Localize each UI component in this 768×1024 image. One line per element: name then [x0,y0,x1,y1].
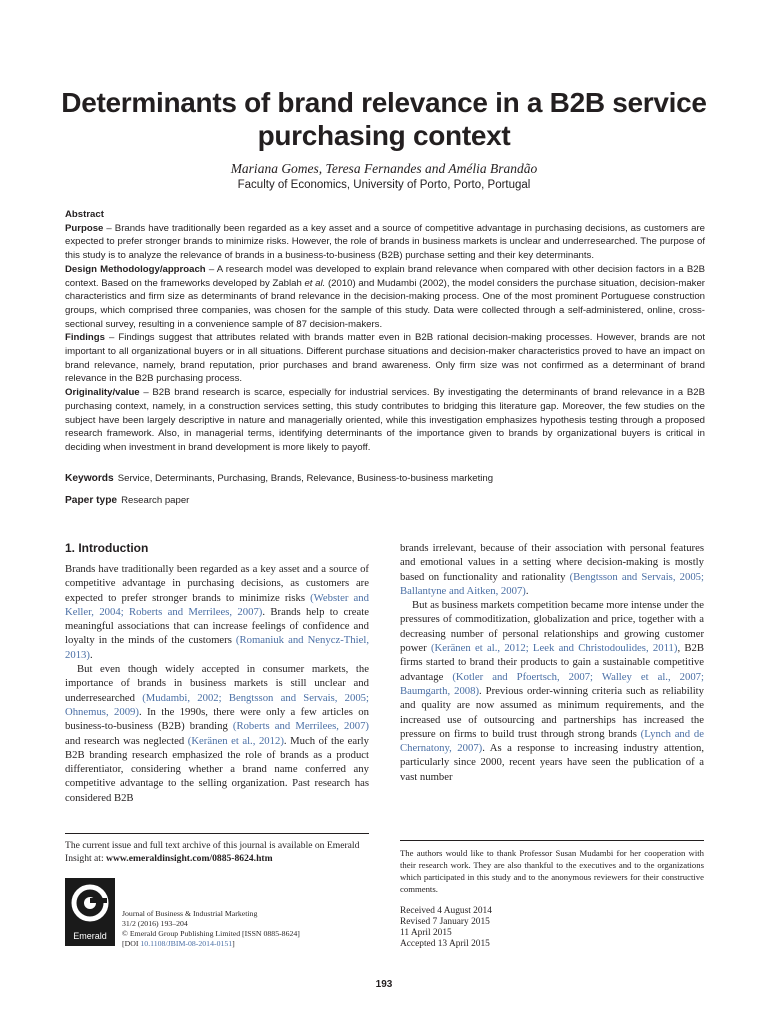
citation-link[interactable]: (Lynch and de Chernatony, 2007) [400,727,704,755]
journal-info [122,909,372,949]
citation-link[interactable]: (Roberts and Merrilees, 2007) [232,720,369,733]
emerald-logo [65,878,115,946]
paper-type-label: Paper type [65,495,118,506]
abstract [65,208,705,455]
abstract-originality [65,386,705,455]
journal-name: Journal of Business & Industrial Marketing [122,909,258,918]
body-text: . [525,584,529,597]
intro-column-right [400,541,704,784]
originality-text: – B2B brand research is scarce, especially for industrial services. By investigating the determinants of brand relevance in a B2B purchasing context, namely, in a construction services setting, this study contributes to bridging this literature gap. Moreover, the few studies on the subject have been largely descriptive in nature and managerially oriented, while this investigation emphasizes hypothesis testing through a proposed research framework. Also, in managerial terms, identifying determinants of the importance given to brands by organizational buyers is critical in deciding when investment in brand development is more likely to payoff. [65,387,705,453]
body-text: and research was neglected [65,734,188,747]
findings-text: – Findings suggest that attributes related with brands matter even in B2B rational decision-making processes. However, brands are not important to all organizational buyers or in all situations. Different purchase situations and decision-maker characteristics proved to have an impact on brand relevance, namely, brand reputation, prior purchases and brand awareness. Only firm size was not confirmed as a determinant of brand relevance in the B2B purchasing process. [65,332,705,385]
emerald-logo-text: Emerald [73,931,107,941]
keywords-label: Keywords [65,473,114,484]
journal-volume: 31/2 (2016) 193–204 [122,919,188,928]
citation-link[interactable]: (Mudambi, 2002; Bengtsson and Servais, 2005; Ohnemus, 2009) [65,691,369,718]
date-received: Received 4 August 2014 [400,906,492,916]
footnote-text: The current issue and full text archive of this journal is available on Emerald Insight at: [65,840,360,864]
citation-link[interactable]: (Keränen et al., 2012; Leek and Christodoulides, 2011) [430,642,678,655]
design-etal: et al. [304,277,326,289]
body-text: . Much of the early B2B branding research emphasized the role of brands as a product differentiator, considering whether a brand name conferred any competitive advantage to the selling organization. Past research has considered B2B [65,734,369,804]
body-text: . [89,648,93,661]
findings-label: Findings [65,332,105,344]
doi-link[interactable]: 10.1108/JBIM-08-2014-0151 [140,939,233,948]
footnote-divider-left [65,833,369,834]
body-text: But as business markets competition became more intense under the pressures of commoditization, globalization and price, together with a decreasing number of personal relationships and growing customer power [400,599,704,655]
journal-copyright: © Emerald Group Publishing Limited [ISSN 0885-8624] [122,929,300,938]
paper-type-text: Research paper [121,495,190,506]
abstract-findings [65,331,705,386]
body-text: But even though widely accepted in consumer markets, the importance of brands in business markets is still unclear and underresearched [65,663,369,704]
intro-paragraph-4 [400,598,704,784]
date-revised-2: 11 April 2015 [400,928,452,938]
citation-link[interactable]: (Romaniuk and Nenycz-Thiel, 2013) [65,634,369,661]
intro-paragraph-3 [400,541,704,598]
body-text: . In the 1990s, there were only a few articles on business-to-business (B2B) branding [65,705,369,733]
journal-url-link[interactable]: www.emeraldinsight.com/0885-8624.htm [106,853,273,864]
authors: Mariana Gomes, Teresa Fernandes and Amélia Brandão [230,161,538,176]
footnote-divider-right [400,840,704,841]
submission-dates [400,906,492,950]
citation-link[interactable]: (Webster and Keller, 2004; Roberts and Merrilees, 2007) [65,591,369,618]
section-heading-introduction: 1. Introduction [65,541,149,555]
journal-archive-note [65,839,369,865]
body-text: . As a response to increasing industry attention, particularly since 2000, recent years have seen the publication of a vast number [400,742,704,783]
doi-prefix: [DOI [122,939,141,948]
intro-paragraph-1 [65,562,369,662]
design-label: Design Methodology/approach [65,263,206,275]
design-text-b: (2010) and Mudambi (2002), the model considers the purchase situation, decision-maker characteristics and firm size as determinants of brand relevance in the decision-making process. One of the most prominent Portuguese construction groups, which comprised three companies, was chosen for the sample of this study. Data were collected through a self-administered, online, cross-sectional survey, resulting in a convenience sample of 87 decision-makers. [65,277,705,330]
affiliation: Faculty of Economics, University of Porto, Porto, Portugal [237,179,531,191]
page-number: 193 [375,979,393,990]
purpose-text: – Brands have traditionally been regarded as a key asset and a source of competitive advantage in purchasing decisions, as customers are expected to prefer stronger brands to minimize risks. However, the role of brands in business markets is unclear and underresearched. The purpose of this study is to analyze the relevance of brands in a business-to-business (B2B) purchase setting and their key determinants. [65,222,705,262]
date-revised: Revised 7 January 2015 [400,917,490,927]
date-accepted: Accepted 13 April 2015 [400,939,490,949]
originality-label: Originality/value [65,387,140,399]
purpose-label: Purpose [65,222,104,234]
acknowledgement: The authors would like to thank Professor Susan Mudambi for her cooperation with their research work. They are also thankful to the executives and to the organizations which participated in this study and to the anonymous reviewers for their constructive comments. [400,848,704,894]
body-text: . Brands help to create meaningful associations that can increase feelings of confidence and loyalty in the minds of the customers [65,605,369,647]
doi-suffix: ] [232,939,235,948]
paper-title: Determinants of brand relevance in a B2B service purchasing context [61,87,707,151]
intro-paragraph-2 [65,662,369,805]
body-text: . Previous order-winning criteria such as reliability and quality are now assumed as minimum requirements, and the increased use of outsourcing and partnerships has increased the pressure on firms to build trust through strong brands [400,684,704,740]
abstract-purpose [65,222,705,263]
body-text: , B2B firms started to brand their products to gain a sustainable competitive advantage [400,642,704,683]
citation-link[interactable]: (Bengtsson and Servais, 2005; Ballantyne and Aitken, 2007) [400,570,704,597]
journal-doi [122,939,372,949]
keywords-text: Service, Determinants, Purchasing, Brands, Relevance, Business-to-business marketing [117,473,494,484]
citation-link[interactable]: (Kotler and Pfoertsch, 2007; Walley et al., 2007; Baumgarth, 2008) [400,670,704,697]
intro-column-left [65,562,369,805]
paper-type [65,495,705,506]
citation-link[interactable]: (Keränen et al., 2012) [187,734,284,747]
abstract-design [65,263,705,332]
keywords [65,473,705,484]
body-text: brands irrelevant, because of their association with personal features and emotional values in a setting where decision-making is mostly based on functionality and rationality [400,542,704,583]
design-text-a: – A research model was developed to explain brand relevance when compared with other decision factors in a B2B context. Based on the frameworks developed by Zablah [65,263,705,289]
abstract-heading: Abstract [65,209,104,220]
body-text: Brands have traditionally been regarded as a key asset and a source of competitive advantage in purchasing decisions, as customers are expected to prefer stronger brands to minimize risks [65,563,369,604]
